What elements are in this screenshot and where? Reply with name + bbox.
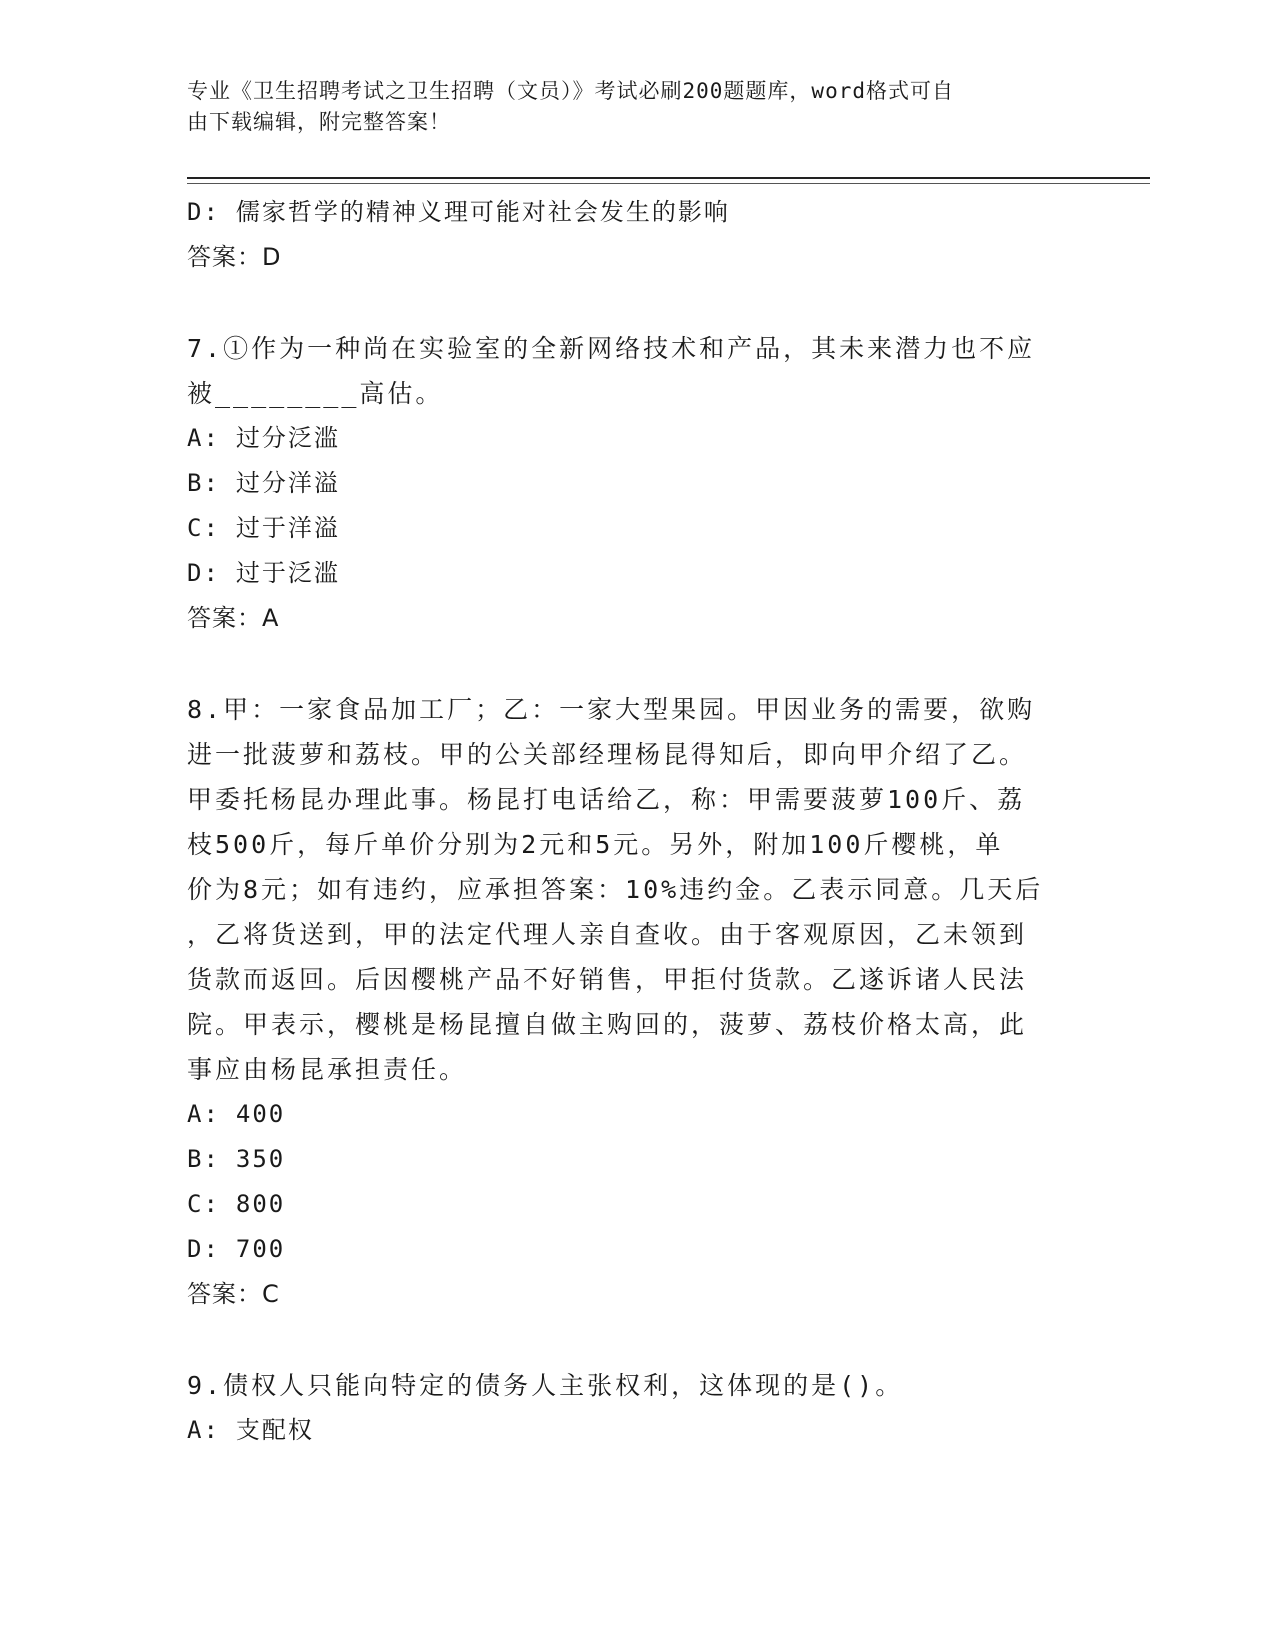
option-c — [187, 1182, 1087, 1227]
header-line-1: 专业《卫生招聘考试之卫生招聘（文员）》考试必刷200题题库，word格式可自 — [187, 79, 954, 103]
stem-line: 院。甲表示，樱桃是杨昆擅自做主购回的，菠萝、荔枝价格太高，此 — [187, 1010, 1028, 1039]
option-key: A: — [187, 1100, 220, 1128]
stem-line: 甲委托杨昆办理此事。杨昆打电话给乙，称：甲需要菠萝100斤、荔 — [187, 785, 1026, 814]
option-d — [187, 551, 1087, 596]
option-text: 400 — [235, 1100, 286, 1128]
option-text: 800 — [235, 1190, 286, 1218]
option-text: 过分洋溢 — [235, 469, 340, 497]
option-a — [187, 1408, 1087, 1453]
stem-line: 9.债权人只能向特定的债务人主张权利，这体现的是()。 — [187, 1371, 904, 1400]
stem-line: 8.甲：一家食品加工厂；乙：一家大型果园。甲因业务的需要，欲购 — [187, 695, 1036, 724]
option-a — [187, 416, 1087, 461]
answer-line: 答案：C — [187, 1280, 280, 1308]
document-body — [187, 190, 1087, 1453]
question-7-stem — [187, 326, 1067, 416]
document-header — [187, 76, 1067, 138]
stem-line: 枝500斤，每斤单价分别为2元和5元。另外，附加100斤樱桃，单 — [187, 830, 1004, 859]
option-text: 700 — [235, 1235, 286, 1263]
option-key: B: — [187, 469, 220, 497]
stem-line: 价为8元；如有违约，应承担答案：10%违约金。乙表示同意。几天后 — [187, 875, 1044, 904]
option-key: A: — [187, 1416, 220, 1444]
option-key: D: — [187, 1235, 220, 1263]
option-key: C: — [187, 514, 220, 542]
option-d — [187, 1227, 1087, 1272]
header-rule-thick — [187, 177, 1150, 179]
answer-line: 答案：D — [187, 243, 282, 271]
option-a — [187, 1092, 1087, 1137]
stem-line: 进一批菠萝和荔枝。甲的公关部经理杨昆得知后，即向甲介绍了乙。 — [187, 740, 1028, 769]
option-b — [187, 461, 1087, 506]
option-text: 儒家哲学的精神义理可能对社会发生的影响 — [235, 198, 730, 226]
option-c — [187, 506, 1087, 551]
option-key: A: — [187, 424, 220, 452]
option-key: C: — [187, 1190, 220, 1218]
option-b — [187, 1137, 1087, 1182]
question-9-stem — [187, 1363, 1067, 1408]
header-line-2: 由下载编辑，附完整答案！ — [187, 110, 451, 134]
stem-line: 事应由杨昆承担责任。 — [187, 1055, 468, 1084]
stem-line: 被________高估。 — [187, 379, 444, 408]
option-key: D: — [187, 559, 220, 587]
option-text: 支配权 — [235, 1416, 314, 1444]
option-text: 过分泛滥 — [235, 424, 340, 452]
option-text: 350 — [235, 1145, 286, 1173]
option-text: 过于洋溢 — [235, 514, 340, 542]
header-rule-thin — [187, 183, 1150, 184]
option-key: D: — [187, 198, 220, 226]
question-8-stem — [187, 687, 1067, 1092]
answer-line: 答案：A — [187, 604, 280, 632]
stem-line: 7.①作为一种尚在实验室的全新网络技术和产品，其未来潜力也不应 — [187, 334, 1036, 363]
option-d — [187, 190, 1087, 235]
stem-line: ，乙将货送到，甲的法定代理人亲自查收。由于客观原因，乙未领到 — [187, 920, 1028, 949]
option-key: B: — [187, 1145, 220, 1173]
stem-line: 货款而返回。后因樱桃产品不好销售，甲拒付货款。乙遂诉诸人民法 — [187, 965, 1028, 994]
option-text: 过于泛滥 — [235, 559, 340, 587]
